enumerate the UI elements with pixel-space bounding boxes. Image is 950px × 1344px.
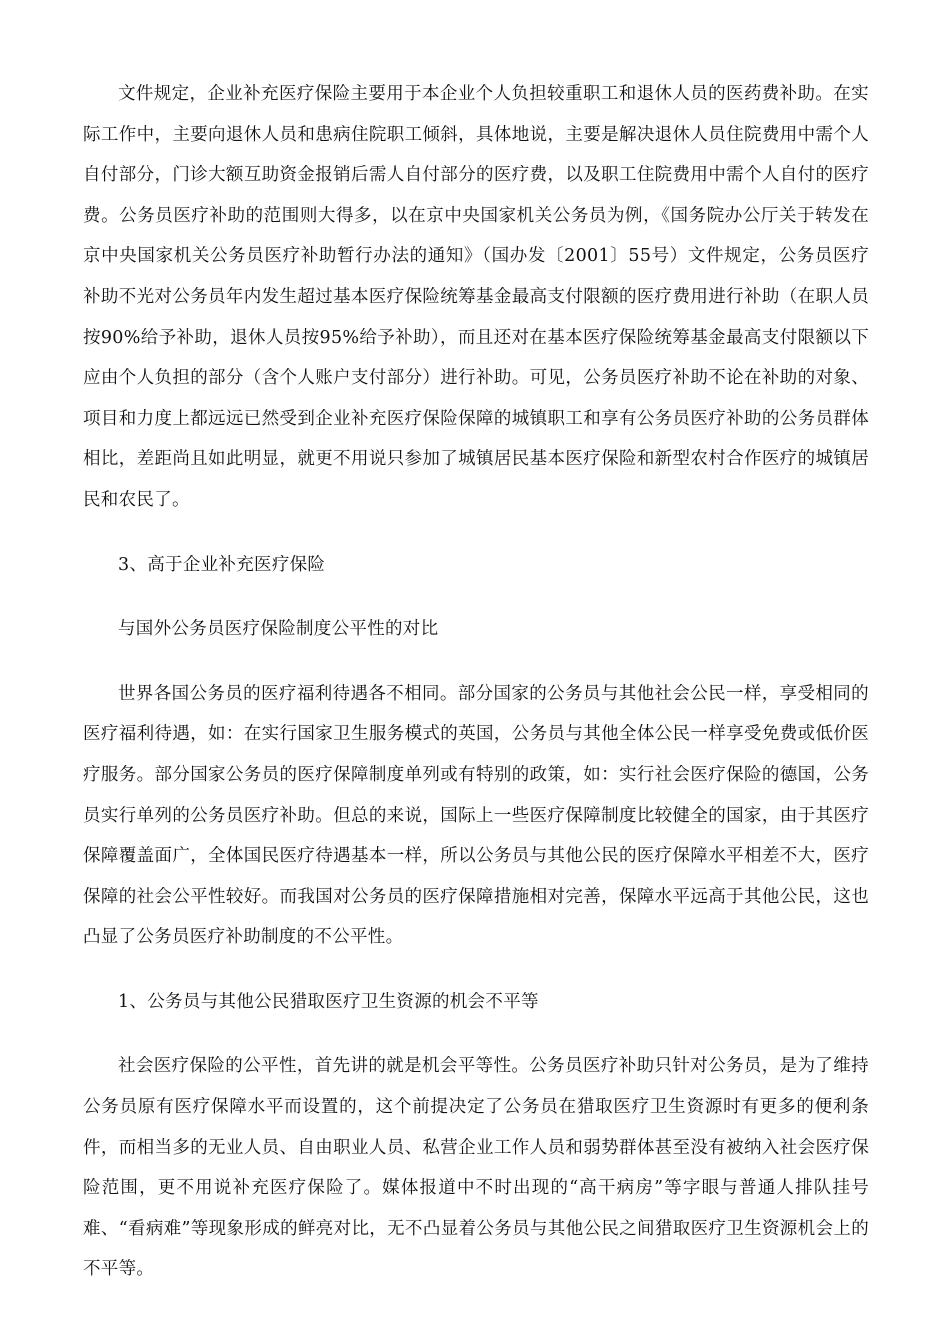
section-heading: 1、公务员与其他公民猎取医疗卫生资源的机会不平等 (118, 991, 539, 1012)
document-page (83, 74, 869, 1314)
section-heading: 3、高于企业补充医疗保险 (118, 554, 326, 575)
body-paragraph: 社会医疗保险的公平性，首先讲的就是机会平等性。公务员医疗补助只针对公务员，是为了维持公务员原有医疗保障水平而设置的，这个前提决定了公务员在猎取医疗卫生资源时有更多的便利条件，而相当多的无业人员、自由职业人员、私营企业工作人员和弱势群体甚至没有被纳入社会医疗保险范围，更不用说补充医疗保险了。媒体报道中不时出现的“高干病房”等字眼与普通人排队挂号难、“看病难”等现象形成的鲜亮对比，无不凸显着公务员与其他公民之间猎取医疗卫生资源机会上的不平等。 (83, 1056, 869, 1280)
section-heading: 与国外公务员医疗保险制度公平性的对比 (118, 619, 439, 640)
body-paragraph: 文件规定，企业补充医疗保险主要用于本企业个人负担较重职工和退休人员的医药费补助。在实际工作中，主要向退休人员和患病住院职工倾斜，具体地说，主要是解决退休人员住院费用中需个人自付部分，门诊大额互助资金报销后需人自付部分的医疗费，以及职工住院费用中需个人自付的医疗费。公务员医疗补助的范围则大得多，以在京中央国家机关公务员为例，《国务院办公厅关于转发在京中央国家机关公务员医疗补助暂行办法的通知》（国办发〔2001〕55号）文件规定，公务员医疗补助不光对公务员年内发生超过基本医疗保险统筹基金最高支付限额的医疗费用进行补助（在职人员按90%给予补助，退休人员按95%给予补助），而且还对在基本医疗保险统筹基金最高支付限额以下应由个人负担的部分（含个人账户支付部分）进行补助。可见，公务员医疗补助不论在补助的对象、项目和力度上都远远已然受到企业补充医疗保险保障的城镇职工和享有公务员医疗补助的公务员群体相比，差距尚且如此明显，就更不用说只参加了城镇居民基本医疗保险和新型农村合作医疗的城镇居民和农民了。 (83, 84, 869, 510)
body-paragraph: 世界各国公务员的医疗福利待遇各不相同。部分国家的公务员与其他社会公民一样，享受相同的医疗福利待遇，如：在实行国家卫生服务模式的英国，公务员与其他全体公民一样享受免费或低价医疗服务。部分国家公务员的医疗保障制度单列或有特别的政策，如：实行社会医疗保险的德国，公务员实行单列的公务员医疗补助。但总的来说，国际上一些医疗保障制度比较健全的国家，由于其医疗保障覆盖面广，全体国民医疗待遇基本一样，所以公务员与其他公民的医疗保障水平相差不大，医疗保障的社会公平性较好。而我国对公务员的医疗保障措施相对完善，保障水平远高于其他公民，这也凸显了公务员医疗补助制度的不公平性。 (83, 683, 869, 948)
